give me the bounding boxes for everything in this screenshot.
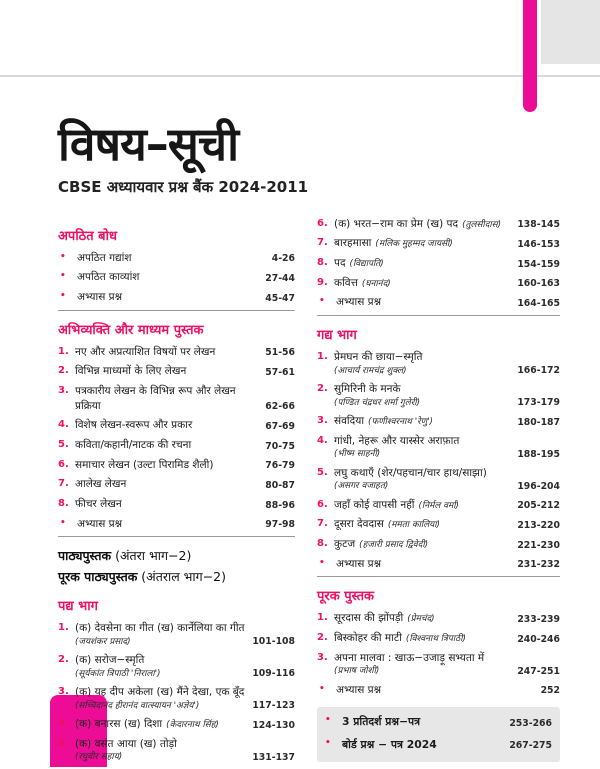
item-title-text: कवित्त [334, 276, 358, 289]
toc-item [317, 295, 560, 310]
item-text [75, 418, 265, 433]
item-title-text: बिस्कोहर की माटी [334, 632, 402, 645]
page-range: 117-123 [252, 699, 295, 711]
page-range: 240-246 [517, 633, 560, 645]
toc-item [317, 382, 560, 409]
item-text [334, 498, 517, 513]
page-range: 4-26 [271, 253, 295, 265]
item-author: (आचार्य रामचंद्र शुक्ल) [334, 365, 407, 376]
toc-item [58, 270, 295, 285]
page-range: 164-165 [517, 297, 560, 309]
item-title-text: प्रेमघन की छाया−स्मृति [334, 350, 423, 363]
item-author: (विश्वनाथ त्रिपाठी) [405, 634, 466, 645]
textbook-line [58, 568, 295, 587]
page-range: 253-266 [509, 717, 552, 729]
item-title [334, 466, 511, 481]
bullet-icon: • [60, 517, 66, 528]
item-title [334, 498, 511, 513]
item-number: 6. [317, 498, 328, 510]
item-title [77, 251, 266, 266]
page-range: 109-116 [252, 667, 295, 679]
toc-item [323, 714, 552, 729]
section-divider [58, 310, 295, 311]
item-title-text: (क) बनारस (ख) दिशा [75, 717, 163, 730]
page-range: 138-145 [517, 219, 560, 231]
column-left [58, 217, 295, 769]
item-text [334, 217, 517, 232]
item-title [75, 497, 259, 512]
item-title-text: (क) देवसेना का गीत (ख) कार्नेलिया का गीत [75, 621, 245, 634]
item-title-text: नए और अप्रत्याशित विषयों पर लेखन [75, 345, 216, 358]
item-number: 6. [317, 217, 328, 229]
item-title [334, 276, 511, 291]
item-title-text: (क) वसंत आया (ख) तोड़ो [75, 737, 177, 750]
item-title-text: अभ्यास प्रश्न [336, 296, 382, 309]
page-content [58, 116, 560, 769]
toc-item [58, 345, 295, 360]
item-title [75, 685, 246, 700]
item-title-text: बारहमासा [334, 237, 372, 250]
page-range: 160-163 [517, 278, 560, 290]
toc-item [317, 217, 560, 232]
page-range: 88-96 [265, 499, 295, 511]
toc-item [317, 414, 560, 429]
page-title: विषय–सूची [58, 117, 238, 171]
item-title-text: अपठित गद्यांश [77, 251, 132, 264]
item-number: 1. [317, 612, 328, 624]
item-title [334, 256, 511, 271]
item-author: (प्रेमचंद) [407, 614, 435, 625]
item-title [334, 382, 511, 397]
item-title [75, 345, 259, 360]
item-title-text: लघु कथाएँ (शेर/पहचान/चार हाथ/साझा) [334, 466, 487, 479]
item-number: 1. [58, 621, 69, 633]
section-divider [317, 576, 560, 577]
item-title-text: (क) यह दीप अकेला (ख) मैंने देखा, एक बूँद [75, 685, 245, 698]
toc-item [58, 418, 295, 433]
page-range: 252 [540, 685, 560, 697]
item-title-text: अपठित काव्यांश [77, 271, 140, 284]
toc-item [317, 537, 560, 552]
top-pink-accent-bar [523, 0, 537, 112]
item-title [75, 438, 259, 453]
item-text [334, 466, 517, 493]
column-right [317, 217, 560, 769]
item-title-text: संवदिया [334, 414, 365, 427]
item-text [334, 651, 517, 678]
section-heading: अपठित बोध [58, 228, 117, 244]
item-title-text: जहाँ कोई वापसी नहीं [334, 498, 415, 511]
item-number: 3. [317, 651, 328, 663]
item-text [334, 537, 517, 552]
item-number: 7. [58, 478, 69, 490]
textbook-edition: (अंतराल भाग−2) [141, 569, 227, 585]
item-text [336, 295, 517, 310]
toc-columns [58, 217, 560, 769]
item-title: 3 प्रतिदर्श प्रश्न−पत्र [342, 715, 421, 729]
item-text [77, 270, 265, 285]
item-number: 8. [317, 538, 328, 549]
item-title [334, 434, 511, 449]
item-title [334, 651, 511, 666]
item-text [75, 458, 265, 473]
item-number: 7. [317, 237, 328, 249]
bullet-icon: • [60, 271, 66, 282]
item-title [334, 217, 511, 232]
item-author: (जयशंकर प्रसाद) [75, 636, 131, 647]
item-number: 5. [58, 439, 69, 450]
item-number: 3. [317, 414, 328, 426]
item-number: 5. [317, 466, 328, 478]
toc-item [317, 557, 560, 572]
item-text [336, 557, 517, 572]
section-divider [317, 315, 560, 316]
item-author: (ममता कालिया) [387, 520, 440, 531]
page-range: 188-195 [517, 448, 560, 460]
item-title [75, 458, 259, 473]
toc-item [317, 350, 560, 377]
toc-item [317, 651, 560, 678]
item-text [334, 276, 517, 291]
toc-item [317, 611, 560, 626]
toc-item [58, 477, 295, 492]
item-author: (निर्मल वर्मा) [418, 500, 459, 511]
item-number: 3. [58, 685, 69, 697]
item-text [334, 256, 517, 271]
page-range: 27-44 [265, 272, 295, 284]
highlight-box [317, 707, 560, 761]
page-range: 124-130 [252, 719, 295, 731]
item-author: (घनानंद) [361, 278, 391, 289]
item-text [75, 364, 265, 379]
toc-item [317, 466, 560, 493]
item-title [334, 611, 511, 626]
item-title [334, 537, 511, 552]
page-range: 57-61 [265, 366, 295, 378]
item-title [334, 517, 511, 532]
page-range: 221-230 [517, 539, 560, 551]
item-author: (रघुवीर सहाय) [75, 752, 123, 763]
item-title [75, 737, 246, 752]
top-right-gray-block [541, 0, 600, 64]
bullet-icon: • [319, 296, 325, 307]
item-title-text: पद [334, 256, 346, 269]
item-title [75, 717, 246, 732]
item-author: (केदारनाथ सिंह) [166, 719, 219, 730]
item-title [334, 350, 511, 365]
item-text [75, 497, 265, 512]
page-range: 62-66 [265, 401, 295, 413]
item-author: (फणीश्वरनाथ 'रेणु') [368, 416, 433, 427]
toc-item [58, 717, 295, 732]
toc-item [317, 256, 560, 271]
item-number: 5. [58, 737, 69, 749]
section-divider [58, 536, 295, 537]
section-heading: पूरक पुस्तक [317, 589, 375, 605]
item-title [77, 270, 259, 285]
item-text [334, 414, 517, 429]
item-title: बोर्ड प्रश्न − पत्र 2024 [342, 737, 437, 751]
page-range: 180-187 [517, 416, 560, 428]
item-text [75, 345, 265, 360]
item-author: (तुलसीदास) [462, 219, 502, 230]
toc-item [317, 236, 560, 251]
item-title-text: (क) भरत−राम का प्रेम (ख) पद [334, 217, 459, 230]
page-range: 173-179 [517, 396, 560, 408]
page-range: 205-212 [517, 500, 560, 512]
item-title-text: विशेष लेखन-स्वरूप और प्रकार [75, 419, 193, 432]
item-title [336, 295, 511, 310]
page-subtitle: CBSE अध्यायवार प्रश्न बैंक 2024-2011 [58, 177, 309, 196]
item-text [334, 517, 517, 532]
item-title [336, 557, 511, 572]
toc-item [58, 458, 295, 473]
section-heading: गद्य भाग [317, 327, 357, 343]
textbook-block [58, 547, 295, 587]
item-title [75, 384, 259, 413]
item-title-text: कुटज [334, 538, 356, 550]
item-title [334, 236, 511, 251]
item-author: (भीष्म साहनी) [334, 449, 381, 460]
item-title-text: पत्रकारीय लेखन के विभिन्न रूप और लेखन प्रक्रिया [75, 384, 236, 412]
item-number: 6. [58, 458, 69, 470]
item-text [75, 477, 265, 492]
toc-item [317, 276, 560, 291]
item-text [75, 717, 252, 732]
item-number: 7. [317, 518, 328, 530]
item-title [75, 364, 259, 379]
item-number: 4. [317, 434, 328, 446]
section-heading: अभिव्यक्ति और माध्यम पुस्तक [58, 322, 204, 338]
bullet-icon: • [325, 715, 331, 726]
toc-item [58, 621, 295, 648]
item-author: (सच्चिदानंद हीरानंद वात्स्यायन 'अज्ञेय') [75, 700, 200, 711]
item-author: (विद्यापति) [349, 258, 384, 269]
item-number: 2. [58, 365, 69, 377]
item-text [334, 350, 517, 377]
toc-item [58, 517, 295, 532]
item-text [334, 382, 517, 409]
page-range: 51-56 [265, 347, 295, 359]
page-range: 67-69 [265, 421, 295, 432]
page-range: 267-275 [509, 739, 552, 751]
item-title [334, 414, 511, 429]
bullet-icon: • [60, 251, 66, 262]
toc-item [58, 290, 295, 305]
item-title-text: सुमिरिनी के मनके [334, 382, 401, 395]
item-author: (पण्डित चंद्रधर शर्मा गुलेरी) [334, 397, 421, 408]
top-divider-line [0, 75, 600, 77]
toc-item [58, 497, 295, 512]
page-range: 196-204 [517, 480, 560, 492]
item-number: 2. [317, 632, 328, 644]
page-range: 233-239 [517, 614, 560, 626]
bullet-icon: • [325, 737, 331, 748]
toc-item [58, 438, 295, 453]
page-range: 166-172 [517, 364, 560, 376]
page-range: 45-47 [265, 292, 295, 304]
item-author: (प्रभाष जोशी) [334, 666, 380, 677]
item-title-text: फीचर लेखन [75, 498, 122, 511]
item-title [75, 621, 246, 636]
item-author: (असगर वजाहत) [334, 481, 389, 492]
item-text [334, 611, 517, 626]
item-title-text: कविता/कहानी/नाटक की रचना [75, 439, 192, 451]
item-title-text: अभ्यास प्रश्न [336, 683, 382, 696]
toc-item [317, 517, 560, 532]
item-number: 9. [317, 276, 328, 288]
item-text [77, 251, 272, 266]
item-title-text: अपना मालवा : खाऊ−उजाड़ू सभ्यता में [334, 651, 485, 664]
page-range: 131-137 [252, 751, 295, 763]
item-title-text: अभ्यास प्रश्न [77, 290, 123, 303]
item-title-text: (क) सरोज−स्मृति [75, 653, 145, 666]
item-number: 4. [58, 717, 69, 729]
item-author: (मलिक मुहम्मद जायसी) [375, 239, 453, 250]
page-range: 70-75 [265, 440, 295, 452]
page-range: 213-220 [517, 520, 560, 531]
item-number: 1. [317, 350, 328, 362]
page-range: 76-79 [265, 460, 295, 472]
bullet-icon: • [319, 683, 325, 694]
page-range: 80-87 [265, 480, 295, 492]
item-title [77, 290, 259, 305]
item-title-text: आलेख लेखन [75, 478, 127, 491]
item-number: 1. [58, 345, 69, 357]
toc-item [317, 683, 560, 698]
item-author: (सूर्यकांत त्रिपाठी 'निराला') [75, 668, 161, 679]
toc-item [58, 685, 295, 712]
item-text [77, 517, 265, 532]
item-number: 2. [317, 382, 328, 394]
item-title-text: विभिन्न माध्यमों के लिए लेखन [75, 365, 187, 378]
item-title-text: दूसरा देवदास [334, 518, 384, 531]
textbook-name: पूरक पाठ्यपुस्तक [58, 569, 138, 585]
item-text [75, 685, 252, 712]
item-text [75, 384, 265, 413]
item-number: 4. [58, 419, 69, 431]
page-range: 247-251 [517, 665, 560, 677]
item-title [334, 631, 511, 646]
item-text [77, 290, 265, 305]
item-text [334, 236, 517, 251]
page-range: 101-108 [252, 635, 295, 647]
item-number: 2. [58, 653, 69, 665]
item-text [75, 737, 252, 764]
item-text [75, 438, 265, 453]
page-range: 146-153 [517, 238, 560, 250]
item-text [75, 621, 252, 648]
item-title [75, 477, 259, 492]
item-title-text: अभ्यास प्रश्न [336, 557, 382, 570]
item-title-text: सूरदास की झोंपड़ी [334, 612, 404, 625]
toc-item [58, 251, 295, 266]
item-text [75, 653, 252, 680]
item-number: 8. [58, 498, 69, 510]
toc-item [317, 498, 560, 513]
toc-item [58, 364, 295, 379]
toc-item [58, 737, 295, 764]
textbook-name: पाठ्यपुस्तक [58, 548, 112, 564]
bullet-icon: • [319, 557, 325, 568]
page-range: 154-159 [517, 258, 560, 270]
toc-item [58, 653, 295, 680]
toc-item [317, 434, 560, 461]
item-number: 3. [58, 384, 69, 396]
page-range: 231-232 [517, 559, 560, 571]
item-title [336, 683, 535, 698]
page-range: 97-98 [265, 519, 295, 531]
textbook-edition: (अंतरा भाग−2) [115, 548, 192, 564]
bullet-icon: • [60, 290, 66, 301]
item-title-text: अभ्यास प्रश्न [77, 517, 123, 530]
section-heading: पद्य भाग [58, 598, 98, 614]
item-title-text: समाचार लेखन (उल्टा पिरामिड शैली) [75, 458, 214, 471]
item-title [75, 418, 259, 433]
item-text [334, 434, 517, 461]
item-text [334, 631, 517, 646]
item-number: 8. [317, 256, 328, 268]
item-author: (हजारी प्रसाद द्विवेदी) [359, 540, 429, 550]
item-title-text: गांधी, नेहरू और यास्सेर अराफ़ात [334, 434, 460, 447]
item-title [75, 653, 246, 668]
toc-item [317, 631, 560, 646]
item-text [336, 683, 541, 698]
toc-item [58, 384, 295, 413]
toc-item [323, 737, 552, 752]
textbook-line [58, 547, 295, 566]
item-title [77, 517, 259, 532]
